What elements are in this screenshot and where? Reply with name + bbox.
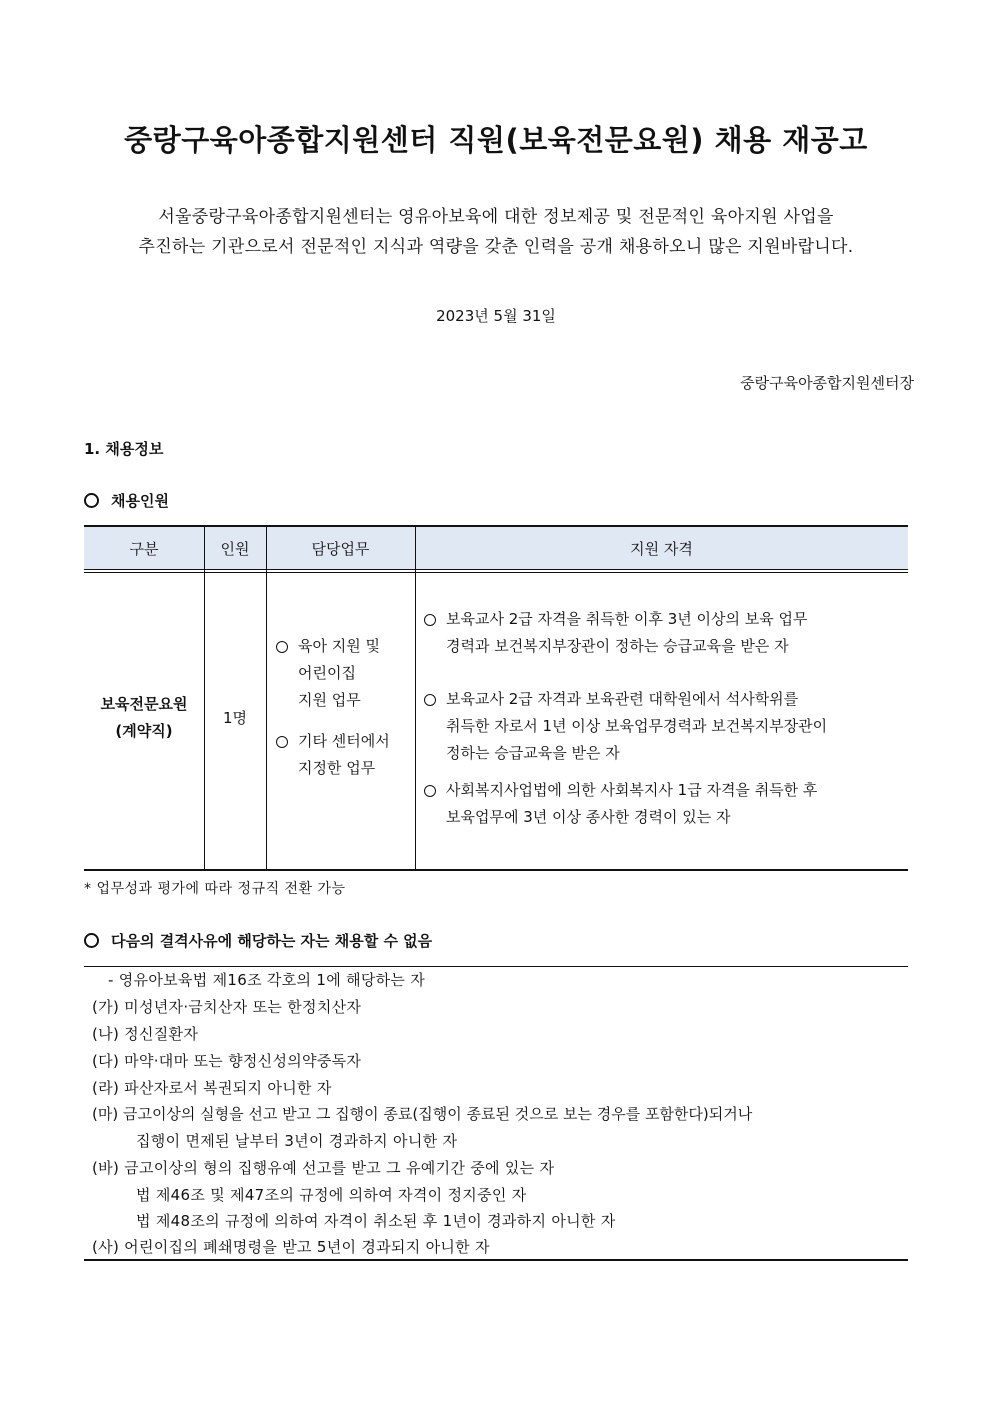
recruit-table: [84, 525, 908, 871]
duty-line: 기타 센터에서: [298, 732, 390, 750]
col-divider: [204, 527, 205, 869]
col-divider: [266, 527, 267, 869]
duty-line: 어린이집: [298, 664, 356, 682]
table-note: * 업무성과 평가에 따라 정규직 전환 가능: [84, 881, 346, 897]
disqualification-heading-text: 다음의 결격사유에 해당하는 자는 채용할 수 없음: [111, 932, 433, 950]
disq-line: (가) 미성년자·금치산자 또는 한정치산자: [92, 998, 362, 1016]
circle-bullet-icon: [84, 493, 99, 508]
position-name: 보육전문요원: [100, 695, 188, 713]
disq-line: (바) 금고이상의 형의 집행유예 선고를 받고 그 유예기간 중에 있는 자: [92, 1159, 555, 1177]
header-duties: 담당업무: [311, 539, 370, 558]
circle-bullet-icon: [84, 933, 99, 948]
disq-line: - 영유아보육법 제16조 각호의 1에 해당하는 자: [108, 971, 426, 989]
qualification-item: [424, 686, 904, 767]
circle-bullet-icon: [424, 785, 436, 797]
qualification-item: [424, 606, 904, 660]
position-cell: [84, 691, 204, 745]
disq-line: 법 제48조의 규정에 의하여 자격이 취소된 후 1년이 경과하지 아니한 자: [136, 1212, 616, 1230]
qualification-line: 정하는 승급교육을 받은 자: [446, 744, 620, 762]
disqualification-heading: [84, 930, 432, 951]
count-cell: 1명: [222, 709, 248, 727]
recruit-heading-text: 채용인원: [111, 492, 169, 510]
duty-line: 육아 지원 및: [298, 637, 380, 655]
header-count: 인원: [220, 539, 250, 558]
circle-bullet-icon: [424, 694, 436, 706]
disq-line: (마) 금고이상의 실형을 선고 받고 그 집행이 종료(집행이 종료된 것으로 보는 경우를 포함한다)되거나: [92, 1105, 753, 1123]
duty-item: [276, 633, 411, 714]
header-category: 구분: [129, 539, 159, 558]
intro-line-1: 서울중랑구육아종합지원센터는 영유아보육에 대한 정보제공 및 전문적인 육아지원 사업을: [158, 207, 834, 227]
disq-line: (다) 마약·대마 또는 향정신성의약중독자: [92, 1052, 362, 1070]
intro-line-2: 추진하는 기관으로서 전문적인 지식과 역량을 갖춘 인력을 공개 채용하오니 많은 지원바랍니다.: [138, 237, 854, 257]
qualification-item: [424, 777, 904, 831]
section-heading: 1. 채용정보: [84, 440, 164, 458]
table-bottom-rule: [84, 869, 908, 871]
disq-line: 집행이 면제된 날부터 3년이 경과하지 아니한 자: [136, 1132, 458, 1150]
header-qualifications: 지원 자격: [630, 539, 693, 558]
qualification-line: 취득한 자로서 1년 이상 보육업무경력과 보건복지부장관이: [446, 717, 828, 735]
duty-item: [276, 728, 411, 782]
signer: 중랑구육아종합지원센터장: [740, 374, 914, 392]
qualification-line: 경력과 보건복지부장관이 정하는 승급교육을 받은 자: [446, 637, 789, 655]
circle-bullet-icon: [424, 614, 436, 626]
col-divider: [415, 527, 416, 869]
header-rule-1: [84, 569, 908, 570]
circle-bullet-icon: [276, 641, 288, 653]
qualifications-cell: [424, 606, 904, 831]
disq-line: 법 제46조 및 제47조의 규정에 의하여 자격이 정지중인 자: [136, 1186, 527, 1204]
recruit-heading: [84, 490, 169, 511]
qualification-line: 사회복지사업법에 의한 사회복지사 1급 자격을 취득한 후: [446, 781, 818, 799]
circle-bullet-icon: [276, 736, 288, 748]
disqualification-box: [84, 966, 908, 1261]
page-title: 중랑구육아종합지원센터 직원(보육전문요원) 채용 재공고: [124, 123, 868, 157]
duty-line: 지정한 업무: [298, 759, 376, 777]
header-rule-2: [84, 572, 908, 573]
qualification-line: 보육교사 2급 자격을 취득한 이후 3년 이상의 보육 업무: [446, 610, 808, 628]
position-type: (계약직): [115, 722, 173, 740]
qualification-line: 보육업무에 3년 이상 종사한 경력이 있는 자: [446, 808, 731, 826]
disq-line: (라) 파산자로서 복권되지 아니한 자: [92, 1079, 332, 1097]
disq-line: (나) 정신질환자: [92, 1025, 199, 1043]
qualification-line: 보육교사 2급 자격과 보육관련 대학원에서 석사학위를: [446, 690, 799, 708]
duties-cell: [276, 633, 411, 782]
duty-line: 지원 업무: [298, 691, 361, 709]
notice-date: 2023년 5월 31일: [436, 307, 556, 325]
disq-line: (사) 어린이집의 폐쇄명령을 받고 5년이 경과되지 아니한 자: [92, 1238, 490, 1256]
